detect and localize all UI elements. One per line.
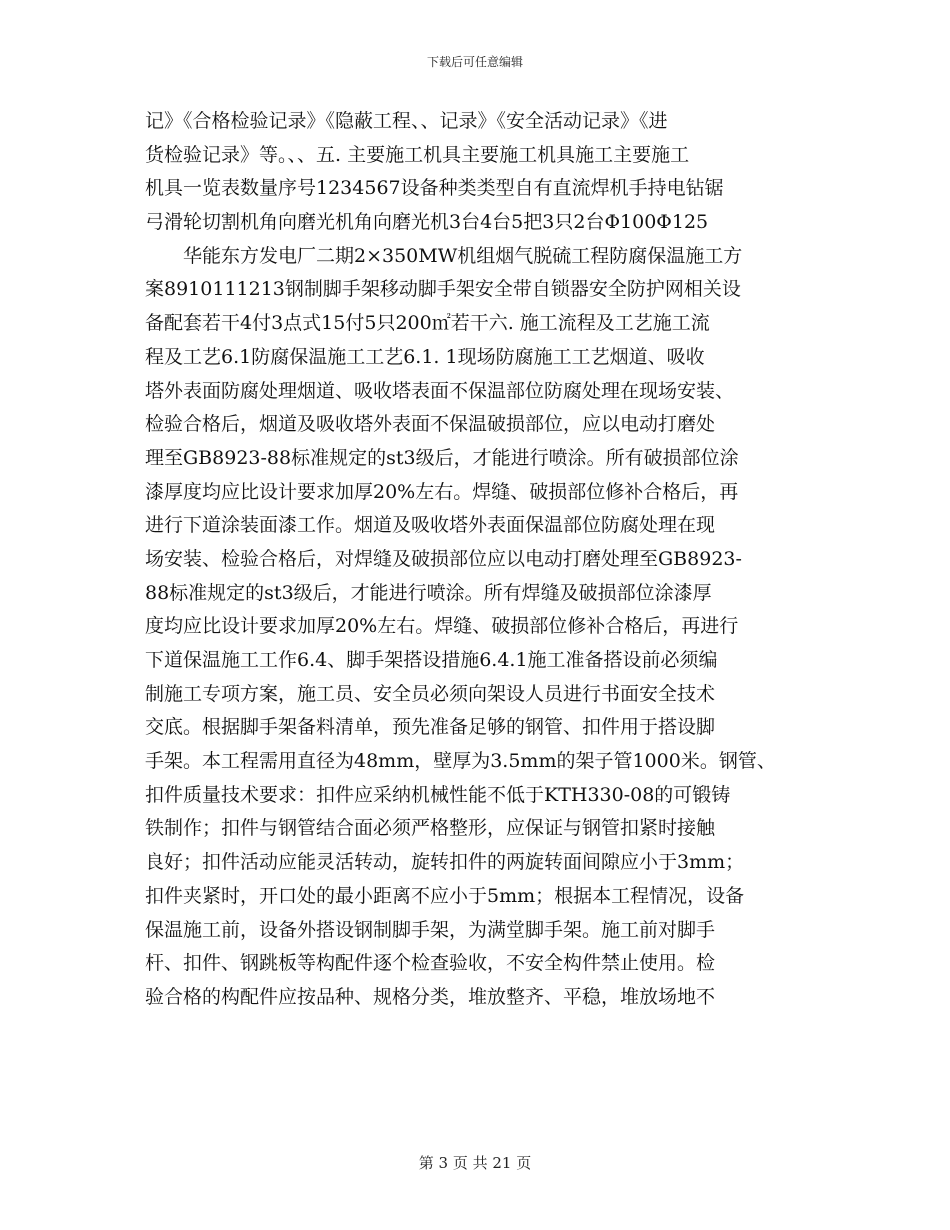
text-line: 漆厚度均应比设计要求加厚20%左右。焊缝、破损部位修补合格后，再	[145, 480, 739, 503]
text-line: 88标准规定的st3级后，才能进行喷涂。所有焊缝及破损部位涂漆厚	[145, 581, 712, 604]
text-line: 程及工艺6.1防腐保温施工工艺6.1. 1现场防腐施工工艺烟道、吸收	[145, 345, 705, 368]
text-line: 扣件夹紧时，开口处的最小距离不应小于5mm；根据本工程情况，设备	[145, 884, 745, 907]
text-line: 理至GB8923-88标准规定的st3级后，才能进行喷涂。所有破损部位涂	[145, 446, 739, 469]
text-line: 下道保温施工工作6.4、脚手架搭设措施6.4.1施工准备搭设前必须编	[145, 649, 718, 671]
body-text	[145, 105, 815, 1015]
text-line: 制施工专项方案，施工员、安全员必须向架设人员进行书面安全技术	[145, 682, 716, 705]
text-line: 手架。本工程需用直径为48mm，壁厚为3.5mm的架子管1000米。钢管、	[145, 750, 776, 773]
text-line: 记》《合格检验记录》《隐蔽工程、、记录》《安全活动记录》《进	[145, 110, 668, 132]
text-line: 场安装、检验合格后，对焊缝及破损部位应以电动打磨处理至GB8923-	[145, 547, 742, 570]
page-header: 下载后可任意编辑	[426, 55, 523, 69]
text-line: 检验合格后，烟道及吸收塔外表面不保温破损部位，应以电动打磨处	[145, 413, 716, 436]
text-line: 验合格的构配件应按品种、规格分类，堆放整齐、平稳，堆放场地不	[145, 985, 716, 1008]
text-line: 扣件质量技术要求：扣件应采纳机械性能不低于KTH330-08的可锻铸	[145, 783, 731, 806]
text-line: 杆、扣件、钢跳板等构配件逐个检查验收，不安全构件禁止使用。检	[145, 952, 716, 975]
text-line: 交底。根据脚手架备料清单，预先准备足够的钢管、扣件用于搭设脚	[145, 716, 716, 739]
text-line: 货检验记录》等。、、五. 主要施工机具主要施工机具施工主要施工	[145, 143, 690, 166]
text-line: 良好；扣件活动应能灵活转动，旋转扣件的两旋转面间隙应小于3mm；	[145, 851, 745, 874]
text-line: 度均应比设计要求加厚20%左右。焊缝、破损部位修补合格后，再进行	[145, 615, 739, 638]
text-line: 华能东方发电厂二期2×350MW机组烟气脱硫工程防腐保温施工方	[145, 244, 743, 267]
text-line: 进行下道涂装面漆工作。烟道及吸收塔外表面保温部位防腐处理在现	[145, 514, 716, 537]
text-line: 保温施工前，设备外搭设钢制脚手架，为满堂脚手架。施工前对脚手	[145, 918, 716, 941]
text-line: 机具一览表数量序号1234567设备种类类型自有直流焊机手持电钻锯	[145, 177, 724, 200]
text-line: 弓滑轮切割机角向磨光机角向磨光机3台4台5把3只2台Φ100Φ125	[145, 211, 709, 234]
text-line: 案8910111213钢制脚手架移动脚手架安全带自锁器安全防护网相关设	[145, 278, 741, 301]
text-line: 塔外表面防腐处理烟道、吸收塔表面不保温部位防腐处理在现场安装、	[145, 379, 735, 402]
text-line: 铁制作；扣件与钢管结合面必须严格整形，应保证与钢管扣紧时接触	[145, 817, 716, 840]
text-line: 备配套若干4付3点式15付5只200㎡若干六. 施工流程及工艺施工流	[145, 312, 710, 335]
page-number: 第 3 页 共 21 页	[418, 1154, 532, 1172]
